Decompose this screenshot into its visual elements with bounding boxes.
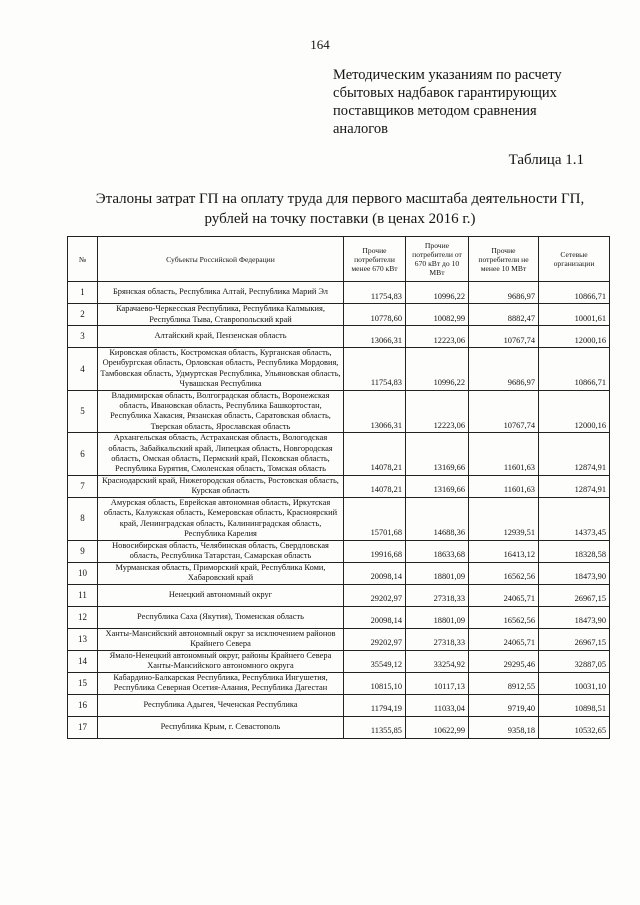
region-cell: Амурская область, Еврейская автономная область, Иркутская область, Калужская область, Кемеровская область, Красноярский край, Ленинградская область, Калининградская область, Республика Карелия — [98, 497, 344, 540]
region-cell: Алтайский край, Пензенская область — [98, 326, 344, 348]
value-cell-under-670kw: 11754,83 — [344, 348, 406, 391]
value-cell-over-10mw: 8882,47 — [469, 304, 539, 326]
value-cell-over-10mw: 8912,55 — [469, 672, 539, 694]
region-cell: Республика Крым, г. Севастополь — [98, 716, 344, 738]
row-number-cell: 9 — [68, 540, 98, 562]
value-cell-under-670kw: 14078,21 — [344, 433, 406, 476]
table-row — [68, 304, 610, 326]
row-number-cell: 17 — [68, 716, 98, 738]
column-header-under-670kw: Прочие потребители менее 670 кВт — [344, 237, 406, 282]
value-cell-grid-orgs: 14373,45 — [539, 497, 610, 540]
row-number-cell: 8 — [68, 497, 98, 540]
value-cell-670kw-10mw: 10996,22 — [406, 282, 469, 304]
appendix-note — [333, 66, 623, 138]
value-cell-670kw-10mw: 13169,66 — [406, 433, 469, 476]
value-cell-under-670kw: 14078,21 — [344, 475, 406, 497]
value-cell-over-10mw: 11601,63 — [469, 433, 539, 476]
document-title — [60, 189, 620, 229]
column-header-grid-orgs: Сетевые организации — [539, 237, 610, 282]
table-row — [68, 497, 610, 540]
region-cell: Республика Адыгея, Чеченская Республика — [98, 694, 344, 716]
region-cell: Кировская область, Костромская область, Курганская область, Оренбургская область, Орловская область, Республика Мордовия, Тамбовская область, Удмуртская Республика, Ульяновская область, Чувашская Республика — [98, 348, 344, 391]
table-body — [68, 282, 610, 739]
region-cell: Краснодарский край, Нижегородская область, Ростовская область, Курская область — [98, 475, 344, 497]
value-cell-under-670kw: 13066,31 — [344, 326, 406, 348]
value-cell-over-10mw: 29295,46 — [469, 650, 539, 672]
table-row — [68, 433, 610, 476]
row-number-cell: 4 — [68, 348, 98, 391]
value-cell-grid-orgs: 12874,91 — [539, 433, 610, 476]
value-cell-over-10mw: 9686,97 — [469, 282, 539, 304]
value-cell-over-10mw: 16413,12 — [469, 540, 539, 562]
table-row — [68, 326, 610, 348]
region-cell: Архангельская область, Астраханская область, Вологодская область, Забайкальский край, Липецкая область, Новгородская область, Омская область, Пермский край, Псковская область, Республика Бурятия, Смоленская область, Томская область — [98, 433, 344, 476]
value-cell-grid-orgs: 10898,51 — [539, 694, 610, 716]
value-cell-over-10mw: 16562,56 — [469, 562, 539, 584]
table-row — [68, 282, 610, 304]
region-cell: Карачаево-Черкесская Республика, Республика Калмыкия, Республика Тыва, Ставропольский край — [98, 304, 344, 326]
row-number-cell: 5 — [68, 390, 98, 433]
document-title-line: Эталоны затрат ГП на оплату труда для первого масштаба деятельности ГП, — [95, 191, 585, 207]
column-header-region: Субъекты Российской Федерации — [98, 237, 344, 282]
row-number-cell: 11 — [68, 584, 98, 606]
column-header-670kw-10mw: Прочие потребители от 670 кВт до 10 МВт — [406, 237, 469, 282]
value-cell-670kw-10mw: 10996,22 — [406, 348, 469, 391]
value-cell-grid-orgs: 18473,90 — [539, 562, 610, 584]
value-cell-670kw-10mw: 14688,36 — [406, 497, 469, 540]
value-cell-670kw-10mw: 10117,13 — [406, 672, 469, 694]
value-cell-over-10mw: 11601,63 — [469, 475, 539, 497]
row-number-cell: 14 — [68, 650, 98, 672]
value-cell-grid-orgs: 18473,90 — [539, 606, 610, 628]
value-cell-670kw-10mw: 33254,92 — [406, 650, 469, 672]
region-cell: Ханты-Мансийский автономный округ за исключением районов Крайнего Севера — [98, 628, 344, 650]
value-cell-670kw-10mw: 13169,66 — [406, 475, 469, 497]
value-cell-grid-orgs: 12874,91 — [539, 475, 610, 497]
table-row — [68, 390, 610, 433]
column-header-number: № — [68, 237, 98, 282]
value-cell-over-10mw: 24065,71 — [469, 628, 539, 650]
region-cell: Ямало-Ненецкий автономный округ, районы Крайнего Севера Ханты-Мансийского автономного округа — [98, 650, 344, 672]
table-row — [68, 628, 610, 650]
value-cell-under-670kw: 13066,31 — [344, 390, 406, 433]
value-cell-670kw-10mw: 10622,99 — [406, 716, 469, 738]
value-cell-under-670kw: 29202,97 — [344, 584, 406, 606]
value-cell-over-10mw: 10767,74 — [469, 390, 539, 433]
value-cell-670kw-10mw: 12223,06 — [406, 326, 469, 348]
value-cell-over-10mw: 12939,51 — [469, 497, 539, 540]
region-cell: Новосибирская область, Челябинская область, Свердловская область, Республика Татарстан, Самарская область — [98, 540, 344, 562]
region-cell: Мурманская область, Приморский край, Республика Коми, Хабаровский край — [98, 562, 344, 584]
labor-cost-table — [67, 236, 610, 739]
value-cell-grid-orgs: 12000,16 — [539, 326, 610, 348]
value-cell-over-10mw: 9686,97 — [469, 348, 539, 391]
region-cell: Ненецкий автономный округ — [98, 584, 344, 606]
table-label: Таблица 1.1 — [508, 152, 584, 168]
region-cell: Владимирская область, Волгоградская область, Воронежская область, Ивановская область, Республика Башкортостан, Республика Хакасия, Рязанская область, Саратовская область, Тверская область, Ярославская область — [98, 390, 344, 433]
value-cell-under-670kw: 10815,10 — [344, 672, 406, 694]
value-cell-under-670kw: 11355,85 — [344, 716, 406, 738]
value-cell-under-670kw: 19916,68 — [344, 540, 406, 562]
value-cell-under-670kw: 20098,14 — [344, 606, 406, 628]
row-number-cell: 12 — [68, 606, 98, 628]
value-cell-under-670kw: 15701,68 — [344, 497, 406, 540]
value-cell-670kw-10mw: 27318,33 — [406, 584, 469, 606]
region-cell: Кабардино-Балкарская Республика, Республика Ингушетия, Республика Северная Осетия-Алания, Республика Дагестан — [98, 672, 344, 694]
table-row — [68, 716, 610, 738]
value-cell-over-10mw: 24065,71 — [469, 584, 539, 606]
appendix-note-line: Методическим указаниям по расчету — [333, 67, 562, 83]
value-cell-under-670kw: 20098,14 — [344, 562, 406, 584]
value-cell-grid-orgs: 10866,71 — [539, 348, 610, 391]
row-number-cell: 2 — [68, 304, 98, 326]
appendix-note-line: аналогов — [333, 121, 388, 137]
row-number-cell: 6 — [68, 433, 98, 476]
value-cell-670kw-10mw: 18633,68 — [406, 540, 469, 562]
value-cell-670kw-10mw: 10082,99 — [406, 304, 469, 326]
value-cell-grid-orgs: 10031,10 — [539, 672, 610, 694]
table-header-row — [68, 237, 610, 282]
row-number-cell: 1 — [68, 282, 98, 304]
value-cell-grid-orgs: 26967,15 — [539, 628, 610, 650]
column-header-over-10mw: Прочие потребители не менее 10 МВт — [469, 237, 539, 282]
appendix-note-line: поставщиков методом сравнения — [333, 103, 537, 119]
value-cell-over-10mw: 9719,40 — [469, 694, 539, 716]
value-cell-670kw-10mw: 12223,06 — [406, 390, 469, 433]
row-number-cell: 7 — [68, 475, 98, 497]
row-number-cell: 16 — [68, 694, 98, 716]
region-cell: Республика Саха (Якутия), Тюменская область — [98, 606, 344, 628]
row-number-cell: 13 — [68, 628, 98, 650]
row-number-cell: 3 — [68, 326, 98, 348]
document-title-line: рублей на точку поставки (в ценах 2016 г.) — [204, 211, 476, 227]
region-cell: Брянская область, Республика Алтай, Республика Марий Эл — [98, 282, 344, 304]
value-cell-over-10mw: 16562,56 — [469, 606, 539, 628]
value-cell-grid-orgs: 10532,65 — [539, 716, 610, 738]
value-cell-670kw-10mw: 18801,09 — [406, 562, 469, 584]
value-cell-over-10mw: 10767,74 — [469, 326, 539, 348]
value-cell-under-670kw: 11794,19 — [344, 694, 406, 716]
page-number: 164 — [310, 37, 330, 52]
value-cell-grid-orgs: 10001,61 — [539, 304, 610, 326]
table-row — [68, 540, 610, 562]
value-cell-670kw-10mw: 27318,33 — [406, 628, 469, 650]
table-row — [68, 562, 610, 584]
value-cell-grid-orgs: 26967,15 — [539, 584, 610, 606]
table-row — [68, 694, 610, 716]
value-cell-grid-orgs: 12000,16 — [539, 390, 610, 433]
table-row — [68, 475, 610, 497]
table-row — [68, 348, 610, 391]
table-row — [68, 606, 610, 628]
value-cell-grid-orgs: 32887,05 — [539, 650, 610, 672]
appendix-note-line: сбытовых надбавок гарантирующих — [333, 85, 557, 101]
value-cell-under-670kw: 11754,83 — [344, 282, 406, 304]
table-row — [68, 650, 610, 672]
table-row — [68, 672, 610, 694]
table-row — [68, 584, 610, 606]
value-cell-under-670kw: 10778,60 — [344, 304, 406, 326]
row-number-cell: 10 — [68, 562, 98, 584]
row-number-cell: 15 — [68, 672, 98, 694]
value-cell-grid-orgs: 18328,58 — [539, 540, 610, 562]
value-cell-670kw-10mw: 18801,09 — [406, 606, 469, 628]
value-cell-grid-orgs: 10866,71 — [539, 282, 610, 304]
value-cell-over-10mw: 9358,18 — [469, 716, 539, 738]
value-cell-670kw-10mw: 11033,04 — [406, 694, 469, 716]
value-cell-under-670kw: 35549,12 — [344, 650, 406, 672]
value-cell-under-670kw: 29202,97 — [344, 628, 406, 650]
